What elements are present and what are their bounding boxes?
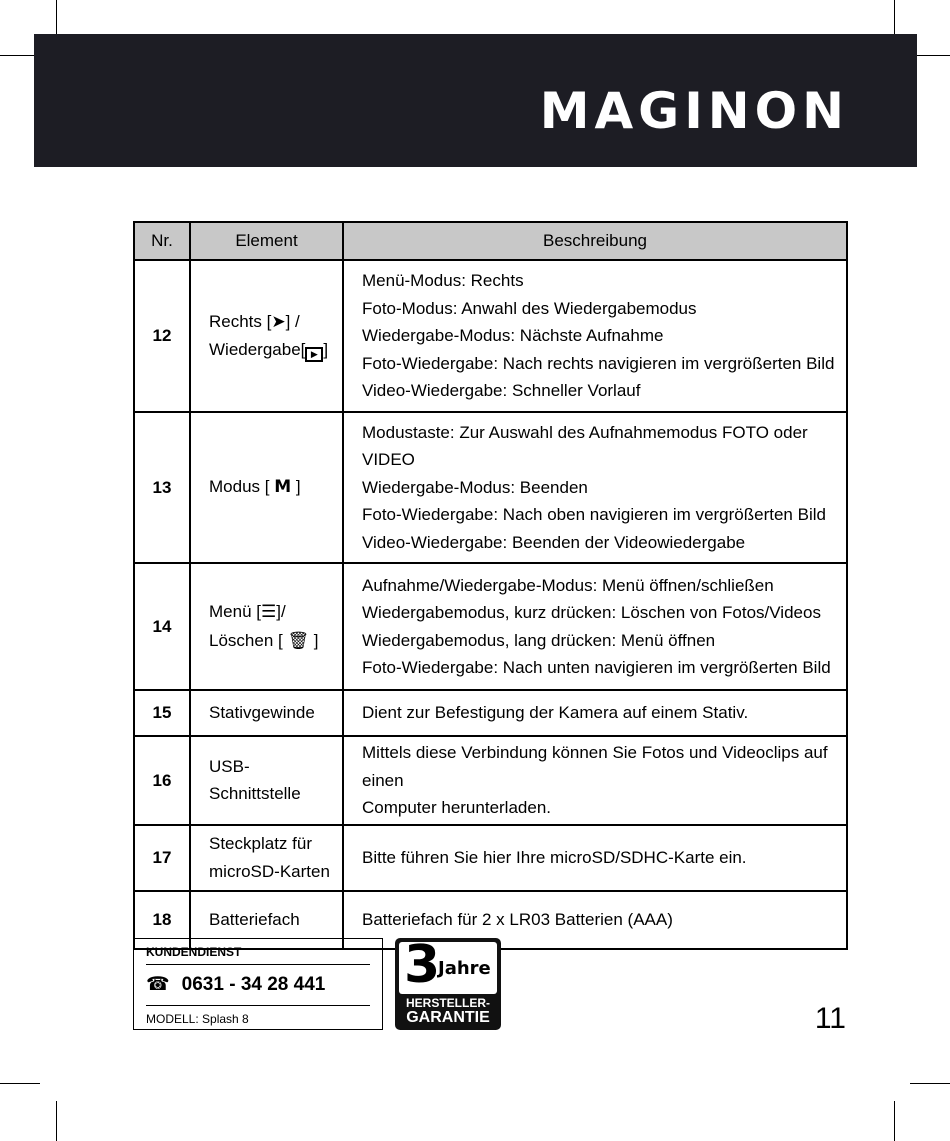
row-number: 12 — [134, 260, 190, 412]
warranty-line1: HERSTELLER- — [406, 996, 490, 1010]
row-element: Menü [☰]/ Löschen [ 🗑 ] — [190, 563, 343, 690]
row-element: Modus [ M ] — [190, 412, 343, 564]
menu-list-icon: ☰ — [260, 602, 277, 622]
brand-logo: MAGINON — [539, 82, 849, 140]
trash-icon: 🗑 — [287, 630, 310, 651]
table-row — [134, 736, 847, 825]
table-row — [134, 260, 847, 412]
crop-mark — [894, 1101, 895, 1141]
crop-mark — [0, 1083, 40, 1084]
row-element: Batteriefach — [190, 891, 343, 949]
row-number: 13 — [134, 412, 190, 564]
play-icon: ▶ — [305, 347, 323, 362]
col-header-description: Beschreibung — [343, 222, 847, 260]
warranty-years-panel — [399, 935, 497, 995]
table-row — [134, 690, 847, 736]
table-row — [134, 825, 847, 891]
divider — [146, 1005, 370, 1006]
row-description: Bitte führen Sie hier Ihre microSD/SDHC-Karte ein. — [343, 825, 847, 891]
row-element: Steckplatz für microSD-Karten — [190, 825, 343, 891]
phone-icon: ☎ — [146, 973, 170, 995]
row-number: 17 — [134, 825, 190, 891]
row-element: USB-Schnittstelle — [190, 736, 343, 825]
model-label: MODELL: Splash 8 — [146, 1012, 249, 1026]
row-number: 16 — [134, 736, 190, 825]
row-description: Batteriefach für 2 x LR03 Batterien (AAA) — [343, 891, 847, 949]
row-description: Menü-Modus: Rechts Foto-Modus: Anwahl des Wiedergabemodus Wiedergabe-Modus: Nächste Aufnahme Foto-Wiedergabe: Nach rechts navigieren im vergrößerten Bild Video-Wiedergabe: Schneller Vorlauf — [343, 260, 847, 412]
row-description: Dient zur Befestigung der Kamera auf einem Stativ. — [343, 690, 847, 736]
divider — [146, 964, 370, 965]
warranty-unit: Jahre — [438, 958, 491, 979]
header-band — [34, 34, 917, 167]
row-description: Aufnahme/Wiedergabe-Modus: Menü öffnen/schließen Wiedergabemodus, kurz drücken: Löschen von Fotos/Videos Wiedergabemodus, lang drücken: Menü öffnen Foto-Wiedergabe: Nach unten navigieren im vergrößerten Bild — [343, 563, 847, 690]
customer-service-box — [133, 938, 383, 1030]
service-phone: ☎ 0631 - 34 28 441 — [146, 973, 326, 995]
row-number: 14 — [134, 563, 190, 690]
warranty-badge — [395, 935, 501, 1030]
warranty-number: 3 — [404, 935, 441, 995]
element-table — [133, 221, 848, 950]
crop-mark — [56, 1101, 57, 1141]
warranty-line2: GARANTIE — [406, 1009, 490, 1026]
row-number: 15 — [134, 690, 190, 736]
table-header-row — [134, 222, 847, 260]
service-title: KUNDENDIENST — [146, 945, 242, 959]
chevron-right-icon: ➤ — [271, 311, 286, 332]
table-row — [134, 412, 847, 564]
col-header-element: Element — [190, 222, 343, 260]
row-element: Rechts [➤] / Wiedergabe[ ▶ ] — [190, 260, 343, 412]
row-description: Mittels diese Verbindung können Sie Fotos und Videoclips auf einen Computer herunterladen. — [343, 736, 847, 825]
table-row — [134, 563, 847, 690]
page-number: 11 — [814, 1002, 846, 1035]
row-description: Modustaste: Zur Auswahl des Aufnahmemodus FOTO oder VIDEO Wiedergabe-Modus: Beenden Foto-Wiedergabe: Nach oben navigieren im vergrößerten Bild Video-Wiedergabe: Beenden der Videowiedergabe — [343, 412, 847, 564]
mode-m-icon: M — [274, 477, 292, 497]
row-number: 18 — [134, 891, 190, 949]
row-element: Stativgewinde — [190, 690, 343, 736]
crop-mark — [910, 1083, 950, 1084]
col-header-nr: Nr. — [134, 222, 190, 260]
